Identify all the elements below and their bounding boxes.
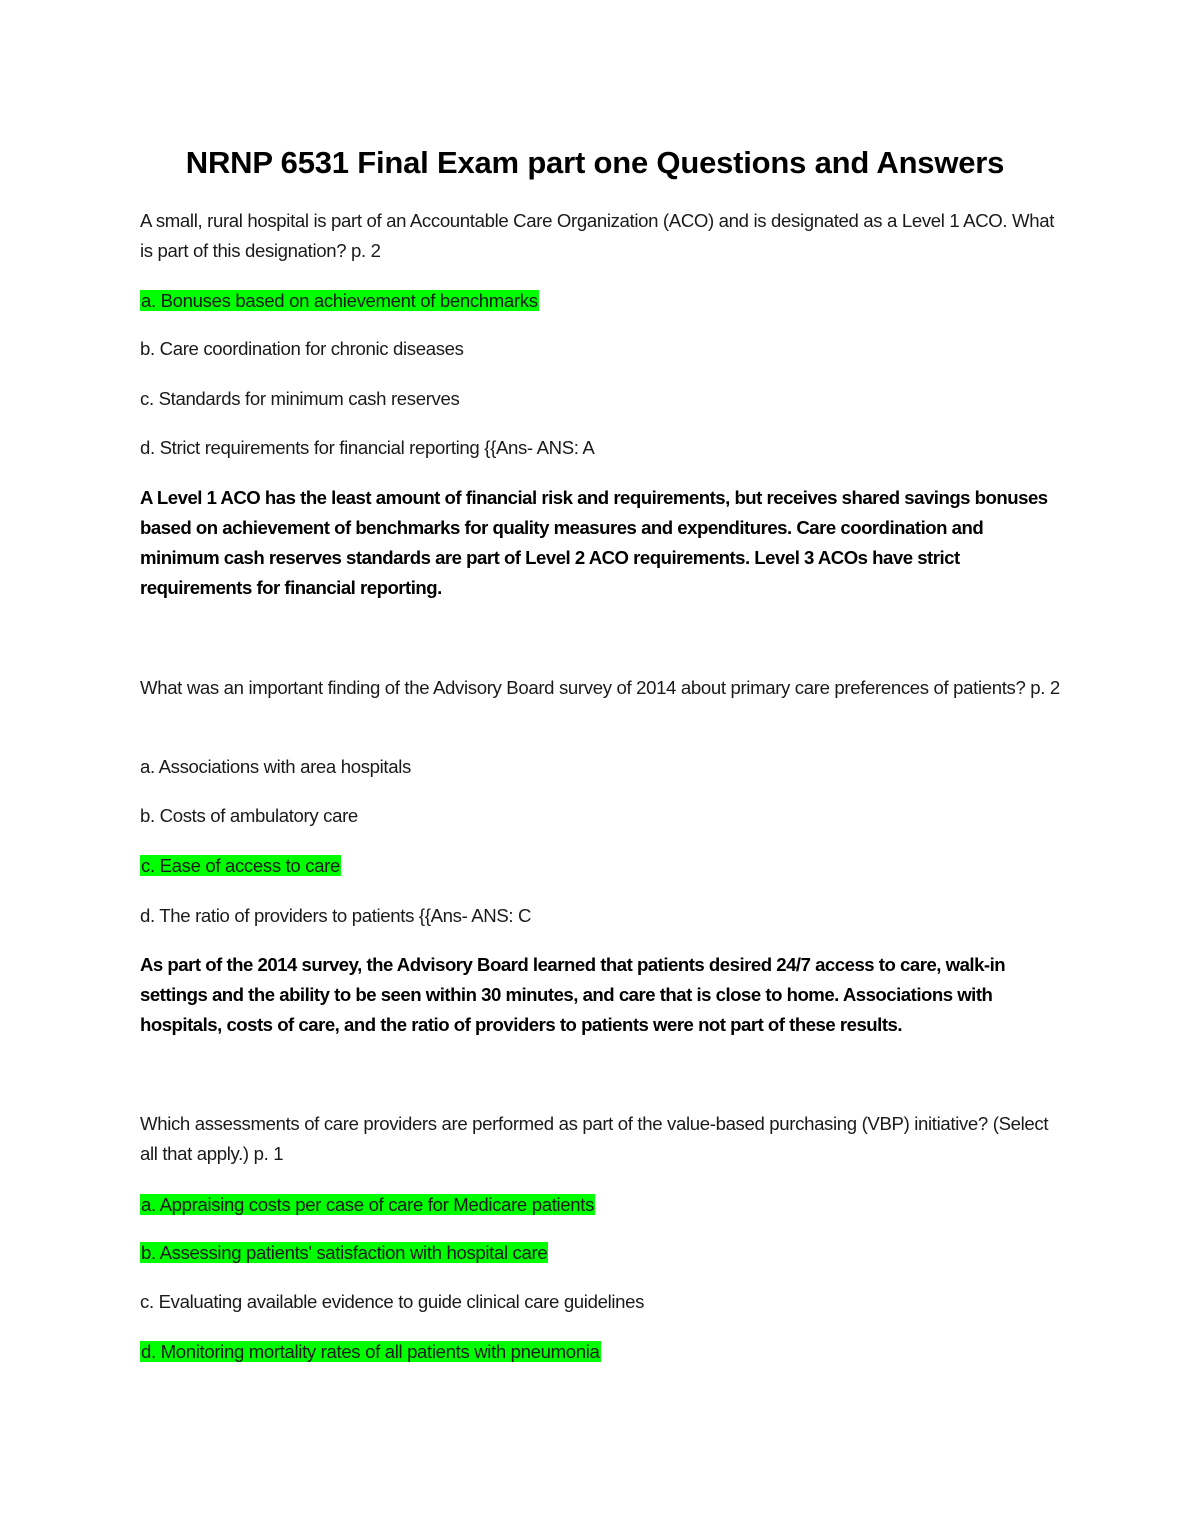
answer-highlight: a. Bonuses based on achievement of benchmarks xyxy=(141,290,538,311)
question-1-rationale: A Level 1 ACO has the least amount of financial risk and requirements, but receives shared savings bonuses based on achievement of benchmarks for quality measures and expenditures. Care coordination and minimum cash reserves standards are part of Level 2 ACO requirements. Level 3 ACOs have strict requirements for financial reporting. xyxy=(140,487,1048,598)
question-2-option-b: b. Costs of ambulatory care xyxy=(140,805,358,826)
question-3-option-a xyxy=(140,1190,595,1220)
question-2-rationale: As part of the 2014 survey, the Advisory Board learned that patients desired 24/7 access to care, walk-in settings and the ability to be seen within 30 minutes, and care that is close to home. Associations with hospitals, costs of care, and the ratio of providers to patients were not part of these results. xyxy=(140,954,1006,1035)
question-1-option-a xyxy=(140,286,539,316)
question-1-option-c: c. Standards for minimum cash reserves xyxy=(140,388,460,409)
question-1-option-d: d. Strict requirements for financial reporting {{Ans- ANS: A xyxy=(140,437,595,458)
question-2-option-d: d. The ratio of providers to patients {{Ans- ANS: C xyxy=(140,905,532,926)
answer-highlight: a. Appraising costs per case of care for Medicare patients xyxy=(141,1194,595,1215)
question-1-option-b: b. Care coordination for chronic diseases xyxy=(140,338,464,359)
question-3-option-b xyxy=(140,1238,548,1268)
question-3-option-c: c. Evaluating available evidence to guide clinical care guidelines xyxy=(140,1291,645,1312)
answer-highlight: d. Monitoring mortality rates of all patients with pneumonia xyxy=(141,1341,600,1362)
question-3-option-d xyxy=(140,1337,601,1367)
question-1-stem: A small, rural hospital is part of an Accountable Care Organization (ACO) and is designated as a Level 1 ACO. What is part of this designation? p. 2 xyxy=(140,210,1055,261)
question-2-option-c xyxy=(140,851,341,881)
document-title: NRNP 6531 Final Exam part one Questions and Answers xyxy=(185,145,1005,180)
question-3-stem: Which assessments of care providers are performed as part of the value-based purchasing (VBP) initiative? (Select all that apply.) p. 1 xyxy=(140,1113,1049,1164)
question-2-option-a: a. Associations with area hospitals xyxy=(140,756,411,777)
question-2-stem: What was an important finding of the Advisory Board survey of 2014 about primary care preferences of patients? p. 2 xyxy=(140,677,1060,698)
answer-highlight: c. Ease of access to care xyxy=(141,855,340,876)
answer-highlight: b. Assessing patients' satisfaction with hospital care xyxy=(141,1242,548,1263)
